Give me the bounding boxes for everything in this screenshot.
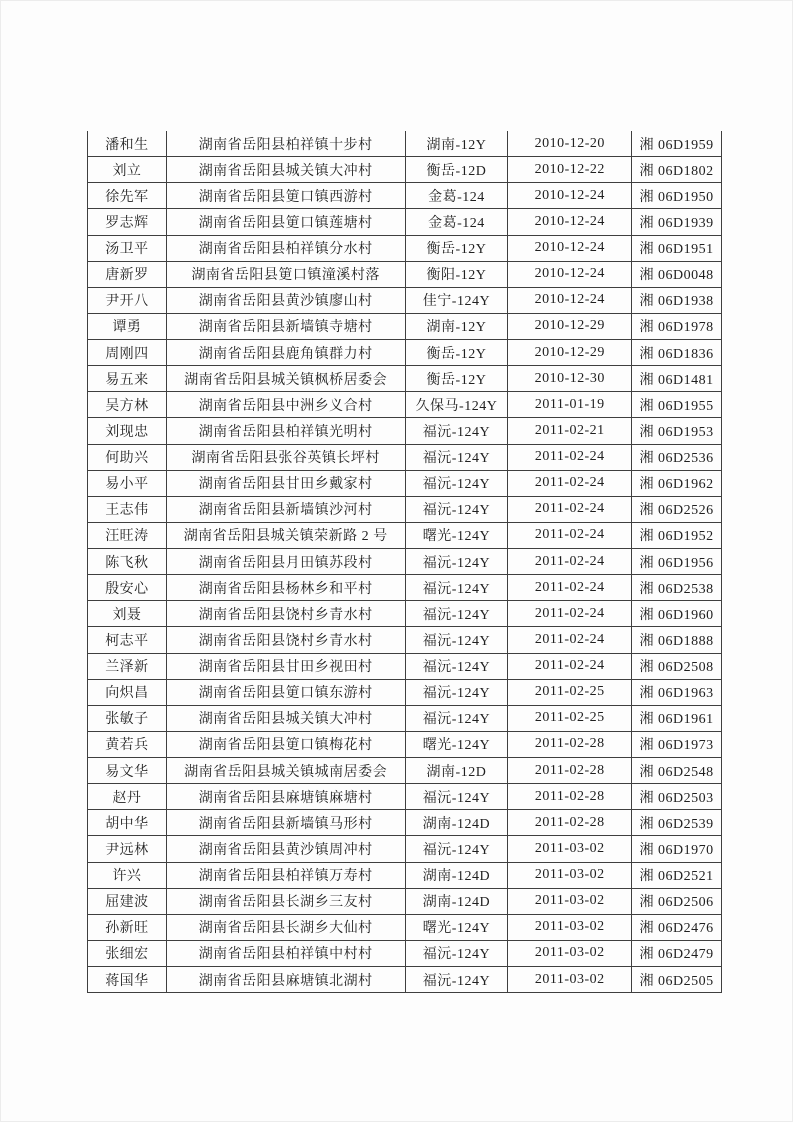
cell-address: 湖南省岳阳县中洲乡义合村 — [167, 392, 406, 417]
cell-address: 湖南省岳阳县筻口镇东游村 — [167, 680, 406, 705]
cell-plate-number: 湘 06D1938 — [632, 288, 722, 313]
cell-owner-name: 谭勇 — [88, 314, 167, 339]
table-row — [87, 366, 722, 392]
cell-owner-name: 尹远林 — [88, 836, 167, 861]
table-row — [87, 784, 722, 810]
cell-owner-name: 潘和生 — [88, 131, 167, 156]
cell-address: 湖南省岳阳县柏祥镇中村村 — [167, 941, 406, 966]
cell-plate-number: 湘 06D1961 — [632, 706, 722, 731]
cell-register-date: 2010-12-24 — [508, 183, 632, 208]
cell-plate-number: 湘 06D1959 — [632, 131, 722, 156]
cell-model: 衡岳-12Y — [406, 236, 509, 261]
cell-register-date: 2010-12-24 — [508, 209, 632, 234]
cell-plate-number: 湘 06D2536 — [632, 445, 722, 470]
table-row — [87, 575, 722, 601]
cell-register-date: 2011-02-28 — [508, 784, 632, 809]
cell-plate-number: 湘 06D1802 — [632, 157, 722, 182]
cell-owner-name: 何助兴 — [88, 445, 167, 470]
cell-owner-name: 易小平 — [88, 471, 167, 496]
table-row — [87, 915, 722, 941]
cell-plate-number: 湘 06D1963 — [632, 680, 722, 705]
cell-register-date: 2011-02-24 — [508, 601, 632, 626]
cell-register-date: 2011-02-21 — [508, 418, 632, 443]
cell-model: 湖南-124D — [406, 889, 509, 914]
cell-model: 衡岳-12Y — [406, 366, 509, 391]
cell-register-date: 2011-02-24 — [508, 445, 632, 470]
cell-plate-number: 湘 06D2538 — [632, 575, 722, 600]
cell-model: 福沅-124Y — [406, 418, 509, 443]
cell-address: 湖南省岳阳县城关镇城南居委会 — [167, 758, 406, 783]
cell-model: 福沅-124Y — [406, 471, 509, 496]
cell-model: 福沅-124Y — [406, 549, 509, 574]
cell-owner-name: 孙新旺 — [88, 915, 167, 940]
cell-plate-number: 湘 06D1952 — [632, 523, 722, 548]
table-row — [87, 183, 722, 209]
cell-owner-name: 周刚四 — [88, 340, 167, 365]
cell-model: 福沅-124Y — [406, 497, 509, 522]
cell-plate-number: 湘 06D2479 — [632, 941, 722, 966]
cell-model: 福沅-124Y — [406, 575, 509, 600]
cell-model: 曙光-124Y — [406, 732, 509, 757]
cell-owner-name: 殷安心 — [88, 575, 167, 600]
cell-address: 湖南省岳阳县麻塘镇麻塘村 — [167, 784, 406, 809]
cell-address: 湖南省岳阳县长湖乡三友村 — [167, 889, 406, 914]
cell-register-date: 2010-12-29 — [508, 340, 632, 365]
cell-model: 衡岳-12Y — [406, 340, 509, 365]
cell-owner-name: 刘立 — [88, 157, 167, 182]
table-row — [87, 209, 722, 235]
cell-model: 福沅-124Y — [406, 836, 509, 861]
cell-plate-number: 湘 06D2476 — [632, 915, 722, 940]
table-row — [87, 836, 722, 862]
cell-model: 湖南-12D — [406, 758, 509, 783]
cell-owner-name: 向炽昌 — [88, 680, 167, 705]
table-row — [87, 340, 722, 366]
cell-plate-number: 湘 06D2521 — [632, 863, 722, 888]
cell-address: 湖南省岳阳县黄沙镇周冲村 — [167, 836, 406, 861]
cell-owner-name: 唐新罗 — [88, 262, 167, 287]
cell-address: 湖南省岳阳县饶村乡青水村 — [167, 601, 406, 626]
cell-register-date: 2011-02-24 — [508, 654, 632, 679]
cell-owner-name: 陈飞秋 — [88, 549, 167, 574]
cell-owner-name: 汪旺涛 — [88, 523, 167, 548]
table-row — [87, 941, 722, 967]
cell-register-date: 2011-03-02 — [508, 863, 632, 888]
cell-owner-name: 黄若兵 — [88, 732, 167, 757]
table-row — [87, 549, 722, 575]
table-row — [87, 131, 722, 157]
cell-register-date: 2010-12-24 — [508, 288, 632, 313]
cell-plate-number: 湘 06D1970 — [632, 836, 722, 861]
cell-model: 金葛-124 — [406, 209, 509, 234]
cell-plate-number: 湘 06D1956 — [632, 549, 722, 574]
cell-register-date: 2011-03-02 — [508, 941, 632, 966]
cell-address: 湖南省岳阳县张谷英镇长坪村 — [167, 445, 406, 470]
table-row — [87, 758, 722, 784]
cell-owner-name: 蒋国华 — [88, 967, 167, 992]
cell-register-date: 2011-02-24 — [508, 627, 632, 652]
cell-model: 湖南-12Y — [406, 314, 509, 339]
table-row — [87, 601, 722, 627]
cell-owner-name: 屈建波 — [88, 889, 167, 914]
cell-address: 湖南省岳阳县鹿角镇群力村 — [167, 340, 406, 365]
cell-register-date: 2011-02-28 — [508, 732, 632, 757]
cell-address: 湖南省岳阳县新墙镇马形村 — [167, 810, 406, 835]
cell-plate-number: 湘 06D1978 — [632, 314, 722, 339]
cell-plate-number: 湘 06D2548 — [632, 758, 722, 783]
cell-owner-name: 尹开八 — [88, 288, 167, 313]
table-row — [87, 288, 722, 314]
cell-owner-name: 许兴 — [88, 863, 167, 888]
table-row — [87, 967, 722, 993]
cell-register-date: 2011-02-25 — [508, 706, 632, 731]
cell-owner-name: 柯志平 — [88, 627, 167, 652]
cell-owner-name: 张敏子 — [88, 706, 167, 731]
table-row — [87, 236, 722, 262]
cell-owner-name: 刘聂 — [88, 601, 167, 626]
cell-model: 福沅-124Y — [406, 680, 509, 705]
cell-owner-name: 刘现忠 — [88, 418, 167, 443]
table-row — [87, 471, 722, 497]
cell-owner-name: 罗志辉 — [88, 209, 167, 234]
cell-owner-name: 赵丹 — [88, 784, 167, 809]
cell-address: 湖南省岳阳县长湖乡大仙村 — [167, 915, 406, 940]
cell-model: 福沅-124Y — [406, 445, 509, 470]
cell-address: 湖南省岳阳县城关镇荣新路 2 号 — [167, 523, 406, 548]
table-row — [87, 680, 722, 706]
table-row — [87, 262, 722, 288]
table-row — [87, 863, 722, 889]
cell-plate-number: 湘 06D1973 — [632, 732, 722, 757]
cell-register-date: 2011-02-24 — [508, 549, 632, 574]
cell-plate-number: 湘 06D0048 — [632, 262, 722, 287]
table-row — [87, 732, 722, 758]
cell-address: 湖南省岳阳县筻口镇梅花村 — [167, 732, 406, 757]
cell-plate-number: 湘 06D1960 — [632, 601, 722, 626]
cell-register-date: 2011-03-02 — [508, 915, 632, 940]
cell-address: 湖南省岳阳县筻口镇潼溪村落 — [167, 262, 406, 287]
cell-address: 湖南省岳阳县月田镇苏段村 — [167, 549, 406, 574]
cell-model: 福沅-124Y — [406, 784, 509, 809]
cell-register-date: 2011-03-02 — [508, 889, 632, 914]
cell-model: 金葛-124 — [406, 183, 509, 208]
registration-table — [87, 131, 722, 993]
cell-owner-name: 王志伟 — [88, 497, 167, 522]
table-row — [87, 314, 722, 340]
cell-address: 湖南省岳阳县柏祥镇光明村 — [167, 418, 406, 443]
cell-model: 福沅-124Y — [406, 601, 509, 626]
cell-plate-number: 湘 06D2505 — [632, 967, 722, 992]
cell-model: 佳宁-124Y — [406, 288, 509, 313]
cell-plate-number: 湘 06D1939 — [632, 209, 722, 234]
cell-address: 湖南省岳阳县柏祥镇万寿村 — [167, 863, 406, 888]
cell-register-date: 2011-02-28 — [508, 758, 632, 783]
cell-register-date: 2010-12-30 — [508, 366, 632, 391]
cell-owner-name: 徐先军 — [88, 183, 167, 208]
table-row — [87, 889, 722, 915]
cell-register-date: 2011-02-24 — [508, 497, 632, 522]
table-row — [87, 627, 722, 653]
cell-address: 湖南省岳阳县黄沙镇廖山村 — [167, 288, 406, 313]
cell-address: 湖南省岳阳县筻口镇西游村 — [167, 183, 406, 208]
table-row — [87, 418, 722, 444]
cell-plate-number: 湘 06D1950 — [632, 183, 722, 208]
cell-register-date: 2010-12-20 — [508, 131, 632, 156]
cell-owner-name: 兰泽新 — [88, 654, 167, 679]
table-row — [87, 445, 722, 471]
cell-model: 福沅-124Y — [406, 967, 509, 992]
cell-model: 衡阳-12Y — [406, 262, 509, 287]
cell-address: 湖南省岳阳县饶村乡青水村 — [167, 627, 406, 652]
cell-model: 久保马-124Y — [406, 392, 509, 417]
cell-model: 福沅-124Y — [406, 941, 509, 966]
cell-register-date: 2010-12-29 — [508, 314, 632, 339]
cell-plate-number: 湘 06D2508 — [632, 654, 722, 679]
cell-model: 福沅-124Y — [406, 706, 509, 731]
cell-address: 湖南省岳阳县新墙镇沙河村 — [167, 497, 406, 522]
cell-address: 湖南省岳阳县甘田乡视田村 — [167, 654, 406, 679]
table-row — [87, 497, 722, 523]
cell-model: 福沅-124Y — [406, 654, 509, 679]
cell-owner-name: 易文华 — [88, 758, 167, 783]
cell-plate-number: 湘 06D2526 — [632, 497, 722, 522]
cell-owner-name: 张细宏 — [88, 941, 167, 966]
cell-plate-number: 湘 06D2506 — [632, 889, 722, 914]
cell-address: 湖南省岳阳县新墙镇寺塘村 — [167, 314, 406, 339]
cell-plate-number: 湘 06D2539 — [632, 810, 722, 835]
cell-model: 湖南-124D — [406, 810, 509, 835]
cell-address: 湖南省岳阳县城关镇枫桥居委会 — [167, 366, 406, 391]
cell-address: 湖南省岳阳县城关镇大冲村 — [167, 157, 406, 182]
cell-register-date: 2011-02-24 — [508, 471, 632, 496]
cell-model: 衡岳-12D — [406, 157, 509, 182]
cell-model: 曙光-124Y — [406, 915, 509, 940]
cell-register-date: 2010-12-24 — [508, 236, 632, 261]
cell-register-date: 2010-12-24 — [508, 262, 632, 287]
cell-register-date: 2010-12-22 — [508, 157, 632, 182]
cell-owner-name: 胡中华 — [88, 810, 167, 835]
cell-address: 湖南省岳阳县柏祥镇十步村 — [167, 131, 406, 156]
cell-register-date: 2011-03-02 — [508, 967, 632, 992]
cell-model: 湖南-124D — [406, 863, 509, 888]
table-row — [87, 523, 722, 549]
cell-address: 湖南省岳阳县筻口镇莲塘村 — [167, 209, 406, 234]
cell-model: 福沅-124Y — [406, 627, 509, 652]
cell-plate-number: 湘 06D1888 — [632, 627, 722, 652]
table-row — [87, 157, 722, 183]
cell-plate-number: 湘 06D2503 — [632, 784, 722, 809]
cell-address: 湖南省岳阳县甘田乡戴家村 — [167, 471, 406, 496]
cell-register-date: 2011-03-02 — [508, 836, 632, 861]
table-row — [87, 654, 722, 680]
cell-owner-name: 汤卫平 — [88, 236, 167, 261]
cell-address: 湖南省岳阳县麻塘镇北湖村 — [167, 967, 406, 992]
cell-register-date: 2011-02-25 — [508, 680, 632, 705]
cell-plate-number: 湘 06D1951 — [632, 236, 722, 261]
cell-register-date: 2011-02-24 — [508, 523, 632, 548]
cell-register-date: 2011-02-28 — [508, 810, 632, 835]
cell-plate-number: 湘 06D1481 — [632, 366, 722, 391]
cell-plate-number: 湘 06D1836 — [632, 340, 722, 365]
cell-owner-name: 易五来 — [88, 366, 167, 391]
table-row — [87, 392, 722, 418]
cell-register-date: 2011-02-24 — [508, 575, 632, 600]
cell-address: 湖南省岳阳县城关镇大冲村 — [167, 706, 406, 731]
cell-address: 湖南省岳阳县柏祥镇分水村 — [167, 236, 406, 261]
cell-register-date: 2011-01-19 — [508, 392, 632, 417]
table-row — [87, 706, 722, 732]
cell-model: 曙光-124Y — [406, 523, 509, 548]
cell-owner-name: 吴方林 — [88, 392, 167, 417]
cell-plate-number: 湘 06D1955 — [632, 392, 722, 417]
cell-plate-number: 湘 06D1953 — [632, 418, 722, 443]
cell-address: 湖南省岳阳县杨林乡和平村 — [167, 575, 406, 600]
cell-model: 湖南-12Y — [406, 131, 509, 156]
cell-plate-number: 湘 06D1962 — [632, 471, 722, 496]
table-row — [87, 810, 722, 836]
